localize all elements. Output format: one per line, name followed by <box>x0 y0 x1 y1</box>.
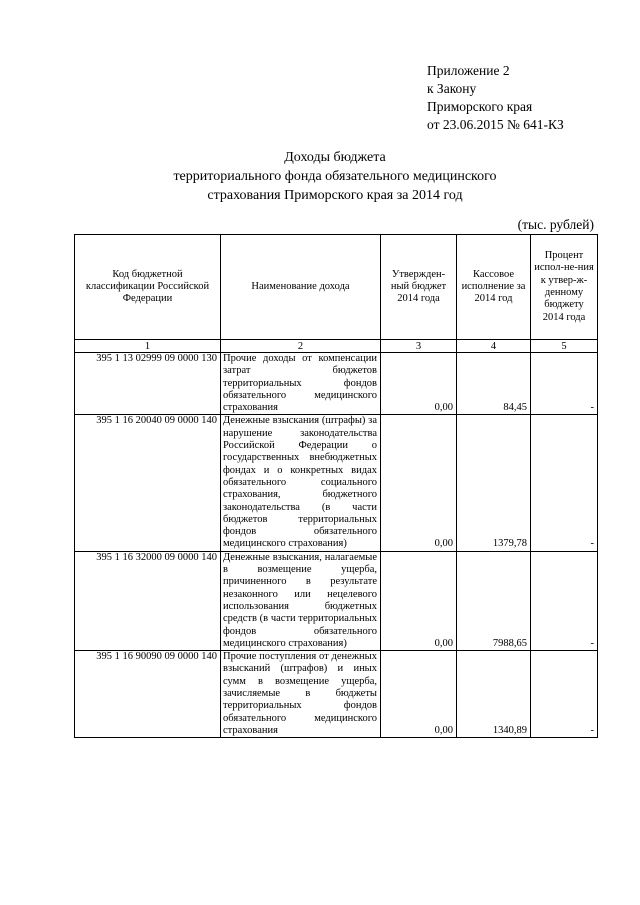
income-name: Денежные взыскания, налагаемые в возмещение ущерба, причиненного в результате незаконного или нецелевого использования бюджетных средств (в части территориальных фондов обязательного медицинского страхования) <box>221 551 381 650</box>
cash-execution: 1340,89 <box>457 651 531 738</box>
execution-percent: - <box>531 415 598 551</box>
budget-code: 395 1 13 02999 09 0000 130 <box>75 353 221 415</box>
income-name: Прочие поступления от денежных взысканий (штрафов) и иных сумм в возмещение ущерба, зачисляемые в бюджеты территориальных фондов обязательного медицинского страхования <box>221 651 381 738</box>
appendix-line: от 23.06.2015 № 641-КЗ <box>427 117 564 132</box>
column-header: Утвержден-ный бюджет 2014 года <box>381 235 457 340</box>
execution-percent: - <box>531 651 598 738</box>
table-row <box>75 415 598 551</box>
column-number: 3 <box>381 340 457 353</box>
budget-code: 395 1 16 90090 09 0000 140 <box>75 651 221 738</box>
table-header-row <box>75 235 598 340</box>
column-number: 1 <box>75 340 221 353</box>
title-line: страхования Приморского края за 2014 год <box>207 188 463 203</box>
income-name: Денежные взыскания (штрафы) за нарушение законодательства Российской Федерации о государственных внебюджетных фондах и о конкретных видах обязательного социального страхования, бюджетного законодательства (в части бюджетов территориальных фондов обязательного медицинского страхования) <box>221 415 381 551</box>
table-row <box>75 353 598 415</box>
cash-execution: 84,45 <box>457 353 531 415</box>
title-line: территориального фонда обязательного медицинского <box>173 169 497 184</box>
approved-budget: 0,00 <box>381 415 457 551</box>
cash-execution: 1379,78 <box>457 415 531 551</box>
table-row <box>75 551 598 650</box>
approved-budget: 0,00 <box>381 651 457 738</box>
appendix-header <box>427 62 564 134</box>
table-row <box>75 651 598 738</box>
column-number: 2 <box>221 340 381 353</box>
column-header: Код бюджетной классификации Российской Федерации <box>75 235 221 340</box>
approved-budget: 0,00 <box>381 353 457 415</box>
column-number: 4 <box>457 340 531 353</box>
appendix-line: Приложение 2 <box>427 63 510 78</box>
execution-percent: - <box>531 551 598 650</box>
column-number: 5 <box>531 340 598 353</box>
title-line: Доходы бюджета <box>284 150 386 165</box>
appendix-line: к Закону <box>427 81 477 96</box>
document-title <box>100 148 570 205</box>
execution-percent: - <box>531 353 598 415</box>
column-header: Процент испол-не-ния к утвер-ж-денному бюджету 2014 года <box>531 235 598 340</box>
column-header: Наименование дохода <box>221 235 381 340</box>
income-name: Прочие доходы от компенсации затрат бюджетов территориальных фондов обязательного медицинского страхования <box>221 353 381 415</box>
column-header: Кассовое исполнение за 2014 год <box>457 235 531 340</box>
column-number-row <box>75 340 598 353</box>
approved-budget: 0,00 <box>381 551 457 650</box>
units-label: (тыс. рублей) <box>517 217 594 232</box>
appendix-line: Приморского края <box>427 99 533 114</box>
budget-code: 395 1 16 20040 09 0000 140 <box>75 415 221 551</box>
budget-code: 395 1 16 32000 09 0000 140 <box>75 551 221 650</box>
revenue-table <box>74 234 598 738</box>
cash-execution: 7988,65 <box>457 551 531 650</box>
